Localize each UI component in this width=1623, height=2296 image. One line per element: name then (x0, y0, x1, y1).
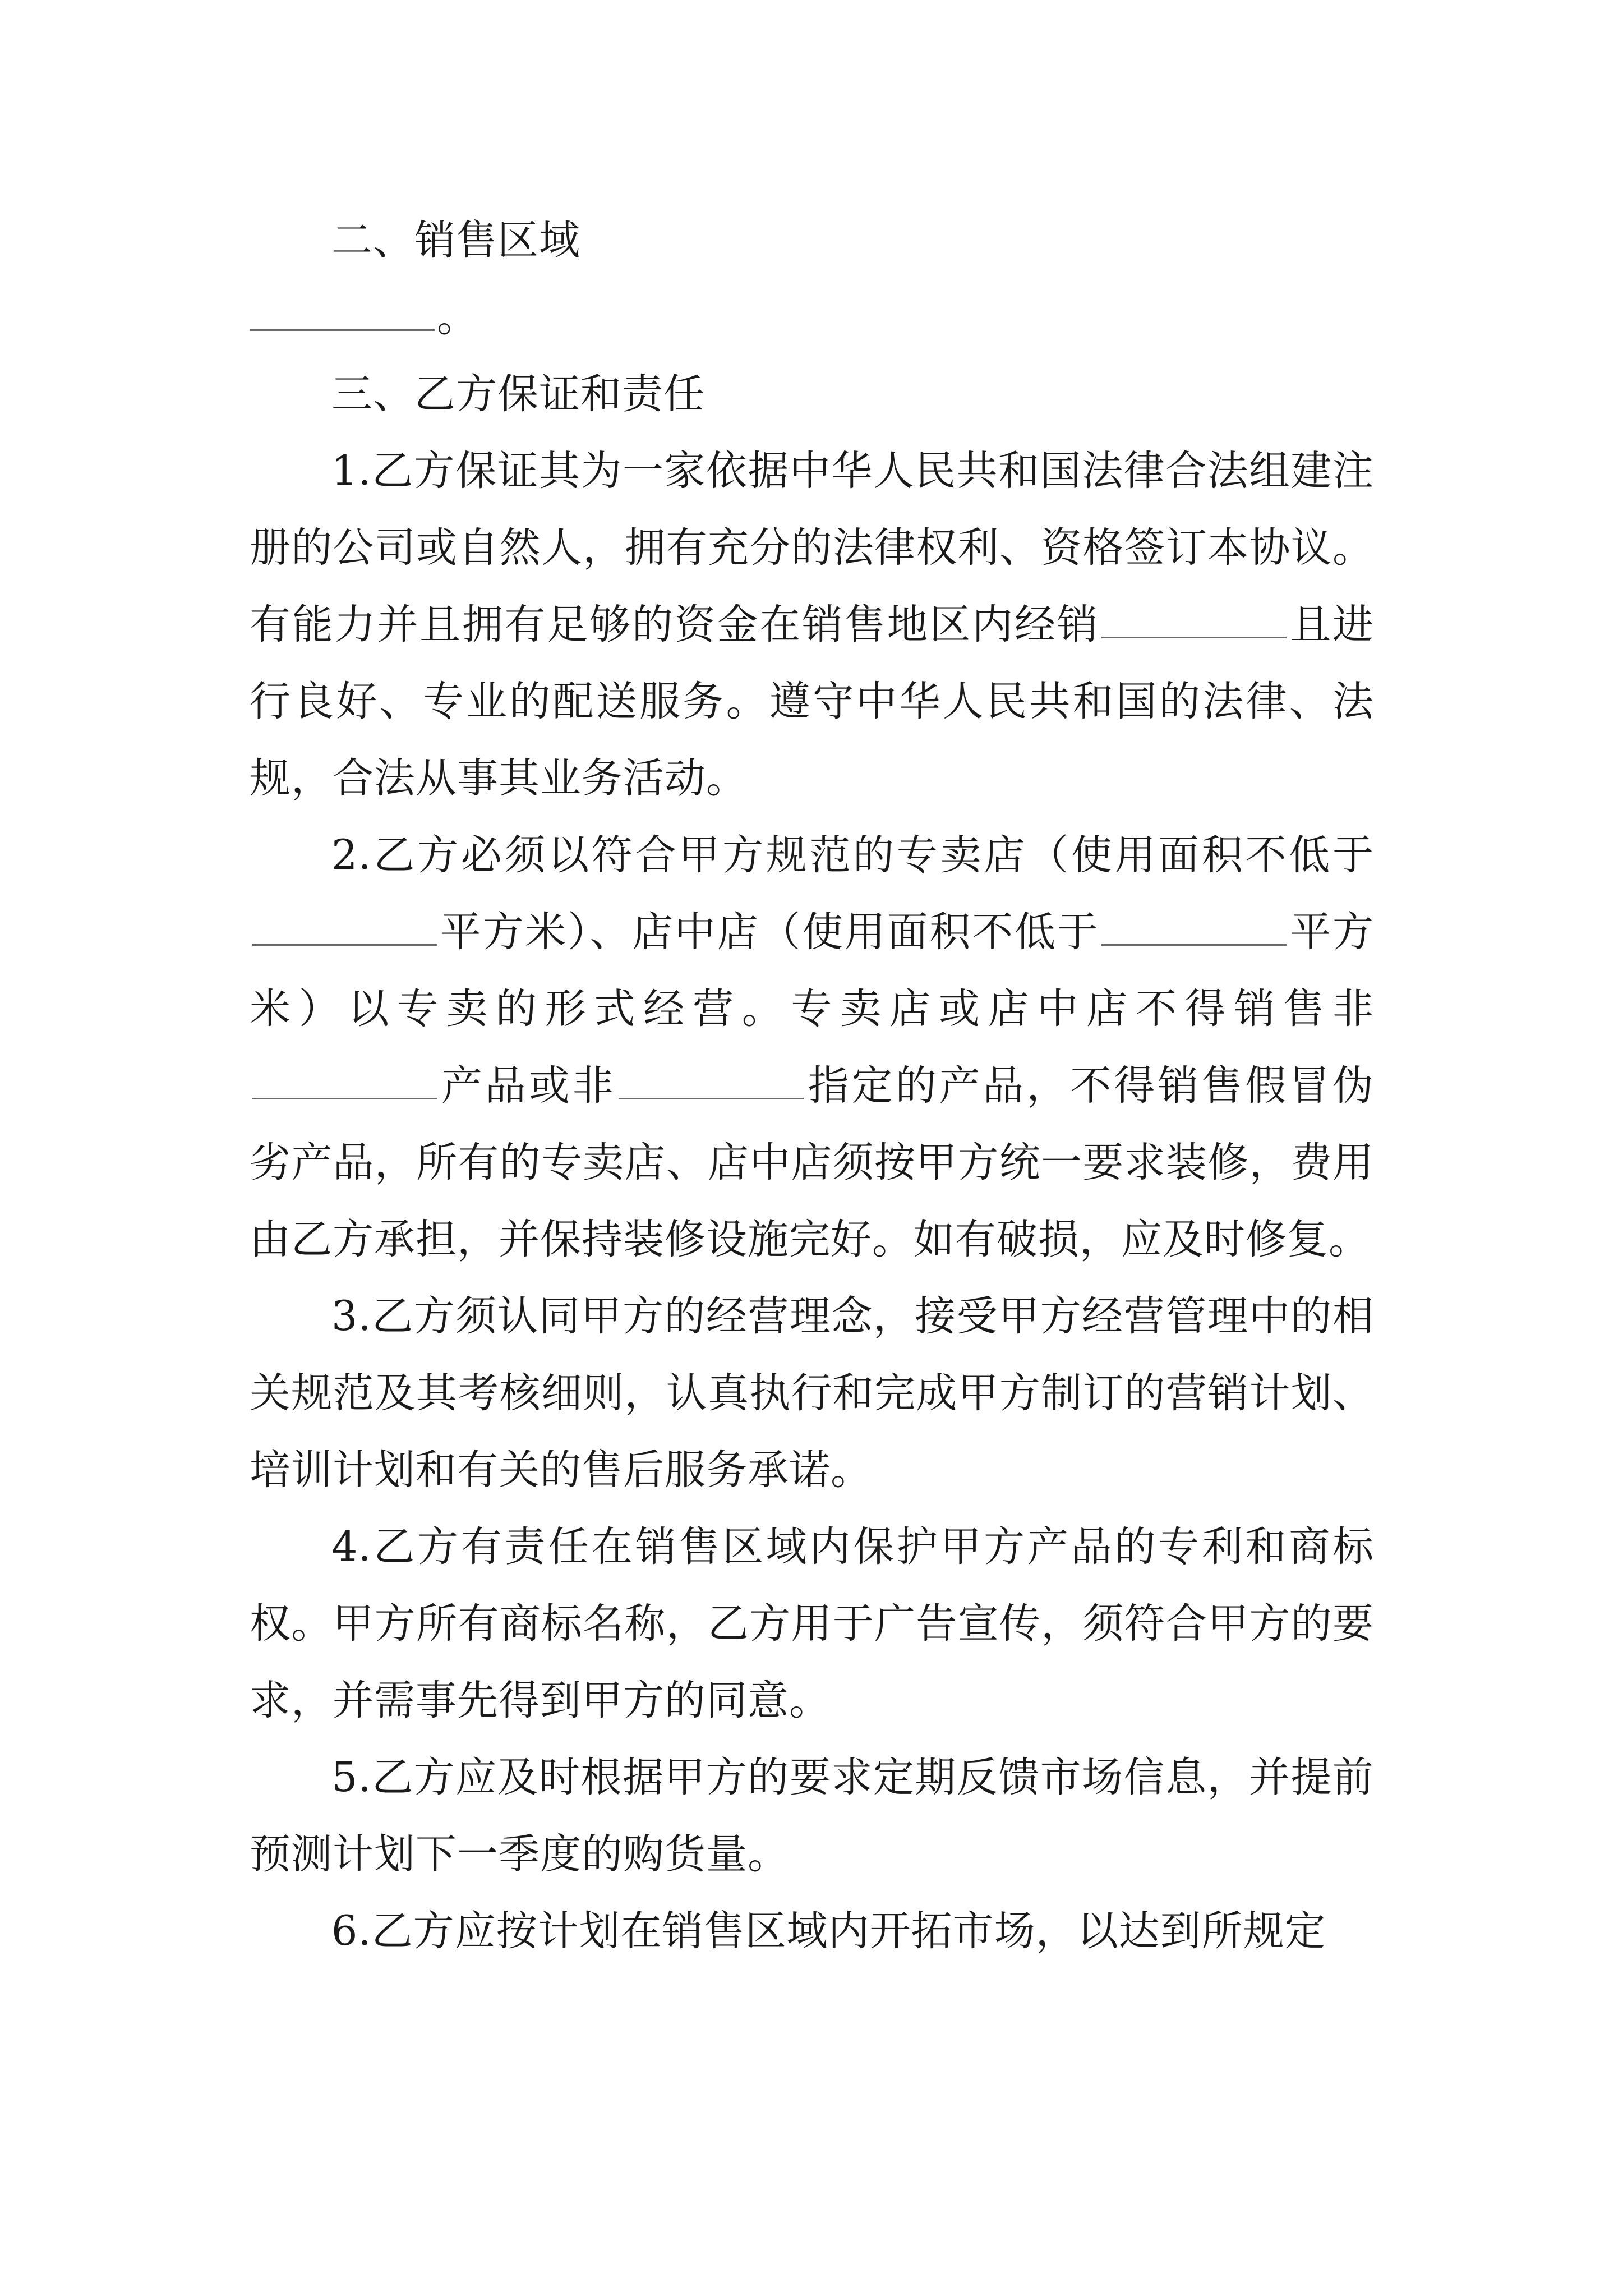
clause-2-text-d: 产品或非 (439, 1062, 616, 1110)
clause-6: 6.乙方应按计划在销售区域内开拓市场，以达到所规定 (331, 1907, 1326, 1955)
clause-1-text-a: 1.乙方保证其为一家依据中华人民共和国法律合法组建注册的公司或自然人，拥有充分的法律权利、资格签订本协议。有能力并且拥有足够的资金在销售地区内经销 (250, 447, 1374, 648)
clause-2-text-e: 指定的产品，不得销售假冒伪劣产品，所有的专卖店、店中店须按甲方统一要求装修，费用由乙方承担，并保持装修设施完好。如有破损，应及时修复。 (250, 1062, 1375, 1263)
clause-1-text-b: 且进行良好、专业的配送服务。遵守中华人民共和国的法律、法规，合法从事其业务活动。 (250, 601, 1375, 802)
clause-4: 4.乙方有责任在销售区域内保护甲方产品的专利和商标权。甲方所有商标名称，乙方用于广告宣传，须符合甲方的要求，并需事先得到甲方的同意。 (250, 1523, 1374, 1724)
sales-region-fill-line (250, 279, 1374, 356)
clause-2 (250, 817, 1374, 1278)
fill-in-blank (1101, 910, 1287, 946)
clause-5: 5.乙方应及时根据甲方的要求定期反馈市场信息，并提前预测计划下一季度的购货量。 (250, 1754, 1374, 1878)
clause-1 (250, 432, 1374, 817)
section-heading-party-b-guarantees: 三、乙方保证和责任 (331, 370, 705, 418)
fill-in-blank (1101, 603, 1287, 638)
document-body (250, 202, 1374, 1970)
fill-in-blank (250, 296, 435, 331)
clause-2-text-b: 平方米）、店中店（使用面积不低于 (439, 908, 1100, 956)
blank-line-period: 。 (437, 293, 478, 341)
fill-in-blank (619, 1064, 804, 1099)
fill-in-blank (252, 1064, 437, 1099)
fill-in-blank (252, 910, 437, 946)
clause-2-text-c: 平方米）以专卖的形式经营。专卖店或店中店不得销售非 (250, 908, 1375, 1033)
clause-3: 3.乙方须认同甲方的经营理念，接受甲方经营管理中的相关规范及其考核细则，认真执行和完成甲方制订的营销计划、培训计划和有关的售后服务承诺。 (250, 1292, 1374, 1494)
clause-2-text-a: 2.乙方必须以符合甲方规范的专卖店（使用面积不低于 (331, 831, 1374, 879)
section-heading-sales-region: 二、销售区域 (331, 217, 580, 264)
